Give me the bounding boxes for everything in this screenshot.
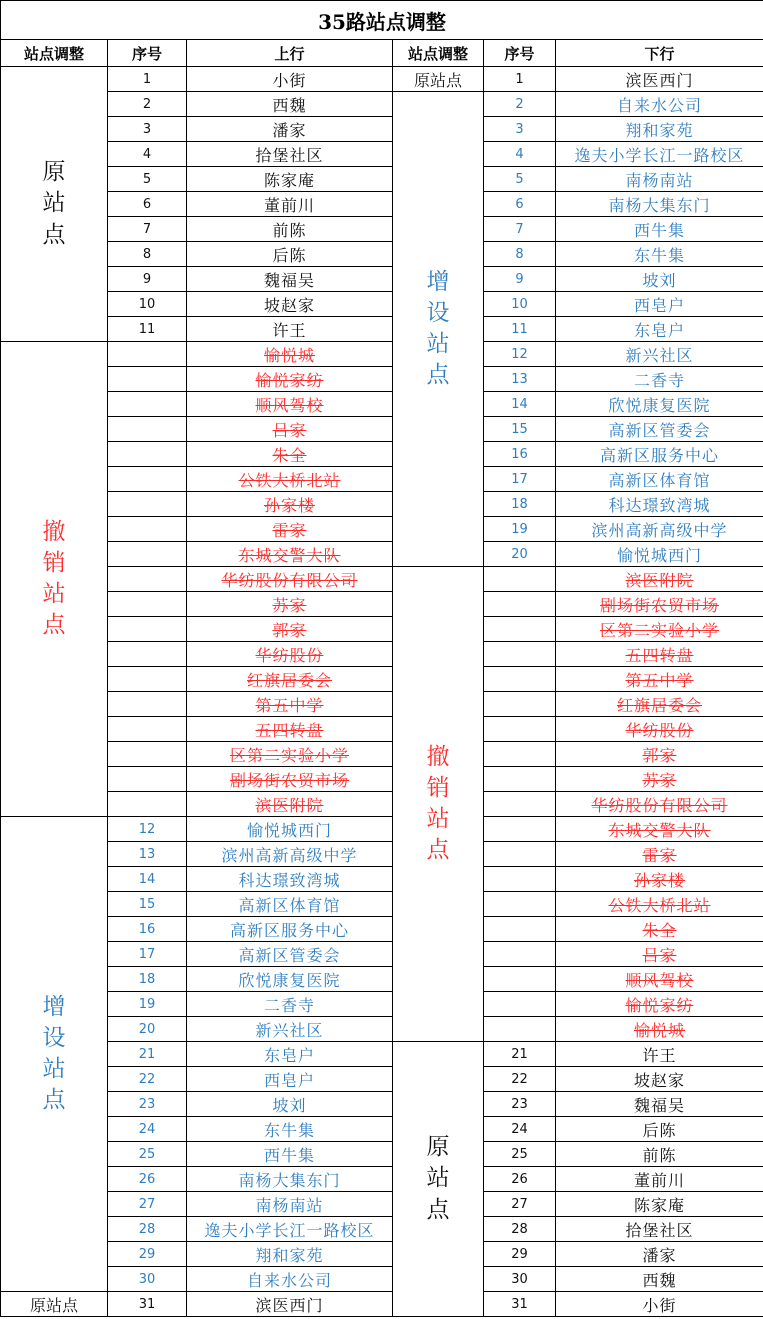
up-seq: 28 xyxy=(108,1217,187,1242)
down-station: 陈家庵 xyxy=(556,1192,763,1217)
up-seq xyxy=(108,517,187,542)
table-row xyxy=(1,367,763,392)
down-seq xyxy=(484,667,556,692)
up-seq: 31 xyxy=(108,1292,187,1317)
up-station: 滨医西门 xyxy=(187,1292,393,1317)
down-station-cancelled: 公铁大桥北站 xyxy=(556,892,763,917)
down-seq: 4 xyxy=(484,142,556,167)
down-station: 潘家 xyxy=(556,1242,763,1267)
up-seq: 17 xyxy=(108,942,187,967)
table-row xyxy=(1,917,763,942)
table-row xyxy=(1,1142,763,1167)
table-row xyxy=(1,467,763,492)
table-row xyxy=(1,1217,763,1242)
up-station: 坡赵家 xyxy=(187,292,393,317)
up-station: 后陈 xyxy=(187,242,393,267)
up-seq: 1 xyxy=(108,67,187,92)
down-station-added: 高新区体育馆 xyxy=(556,467,763,492)
up-seq xyxy=(108,792,187,817)
up-station-added: 坡刘 xyxy=(187,1092,393,1117)
up-station-added: 逸夫小学长江一路校区 xyxy=(187,1217,393,1242)
down-seq: 21 xyxy=(484,1042,556,1067)
table-row xyxy=(1,117,763,142)
down-station-cancelled: 孙家楼 xyxy=(556,867,763,892)
up-seq xyxy=(108,367,187,392)
down-station-added: 高新区服务中心 xyxy=(556,442,763,467)
up-seq xyxy=(108,742,187,767)
up-seq: 20 xyxy=(108,1017,187,1042)
up-station-added: 科达璟致湾城 xyxy=(187,867,393,892)
down-station: 西魏 xyxy=(556,1267,763,1292)
up-seq: 2 xyxy=(108,92,187,117)
up-station-added: 愉悦城西门 xyxy=(187,817,393,842)
up-station: 董前川 xyxy=(187,192,393,217)
table-row xyxy=(1,942,763,967)
down-station-added: 南杨大集东门 xyxy=(556,192,763,217)
down-seq: 16 xyxy=(484,442,556,467)
up-station: 陈家庵 xyxy=(187,167,393,192)
up-station-added: 欣悦康复医院 xyxy=(187,967,393,992)
header-right-adjust: 站点调整 xyxy=(393,40,484,67)
down-station-cancelled: 雷家 xyxy=(556,842,763,867)
down-seq xyxy=(484,692,556,717)
down-station-cancelled: 苏家 xyxy=(556,767,763,792)
up-seq xyxy=(108,567,187,592)
table-row xyxy=(1,517,763,542)
down-station-added: 西皂户 xyxy=(556,292,763,317)
up-seq xyxy=(108,667,187,692)
down-seq: 20 xyxy=(484,542,556,567)
category-down-added: 增设站点 xyxy=(393,92,484,567)
down-station-cancelled: 顺风驾校 xyxy=(556,967,763,992)
down-station: 董前川 xyxy=(556,1167,763,1192)
up-station-cancelled: 苏家 xyxy=(187,592,393,617)
up-seq: 19 xyxy=(108,992,187,1017)
category-down-cancel: 撤销站点 xyxy=(393,567,484,1042)
table-row xyxy=(1,267,763,292)
down-station-cancelled: 红旗居委会 xyxy=(556,692,763,717)
table-row xyxy=(1,717,763,742)
up-station: 小街 xyxy=(187,67,393,92)
down-seq xyxy=(484,892,556,917)
up-station-added: 翔和家苑 xyxy=(187,1242,393,1267)
down-seq: 18 xyxy=(484,492,556,517)
up-seq xyxy=(108,767,187,792)
category-down-original: 原站点 xyxy=(393,1042,484,1317)
down-seq: 28 xyxy=(484,1217,556,1242)
down-seq: 12 xyxy=(484,342,556,367)
down-seq xyxy=(484,992,556,1017)
up-station-cancelled: 愉悦城 xyxy=(187,342,393,367)
table-row xyxy=(1,1017,763,1042)
down-station-added: 东牛集 xyxy=(556,242,763,267)
down-seq xyxy=(484,767,556,792)
table-row xyxy=(1,767,763,792)
up-station-added: 西牛集 xyxy=(187,1142,393,1167)
table-row xyxy=(1,867,763,892)
down-station-added: 翔和家苑 xyxy=(556,117,763,142)
up-station-cancelled: 区第二实验小学 xyxy=(187,742,393,767)
down-seq: 10 xyxy=(484,292,556,317)
up-station-cancelled: 公铁大桥北站 xyxy=(187,467,393,492)
up-station-cancelled: 第五中学 xyxy=(187,692,393,717)
up-seq: 7 xyxy=(108,217,187,242)
up-station-added: 高新区体育馆 xyxy=(187,892,393,917)
up-seq xyxy=(108,392,187,417)
down-seq xyxy=(484,567,556,592)
down-seq: 22 xyxy=(484,1067,556,1092)
down-station-added: 高新区管委会 xyxy=(556,417,763,442)
up-seq: 26 xyxy=(108,1167,187,1192)
down-station-added: 二香寺 xyxy=(556,367,763,392)
table-row xyxy=(1,692,763,717)
up-seq: 25 xyxy=(108,1142,187,1167)
up-seq xyxy=(108,642,187,667)
up-station: 魏福吴 xyxy=(187,267,393,292)
down-station-cancelled: 第五中学 xyxy=(556,667,763,692)
table-row xyxy=(1,642,763,667)
up-seq xyxy=(108,542,187,567)
down-station-added: 南杨南站 xyxy=(556,167,763,192)
table-row xyxy=(1,1117,763,1142)
down-seq: 24 xyxy=(484,1117,556,1142)
up-station-cancelled: 剧场街农贸市场 xyxy=(187,767,393,792)
down-seq: 6 xyxy=(484,192,556,217)
down-station: 拾堡社区 xyxy=(556,1217,763,1242)
down-seq xyxy=(484,917,556,942)
up-station-cancelled: 滨医附院 xyxy=(187,792,393,817)
category-up-original-last: 原站点 xyxy=(1,1292,108,1317)
up-seq: 21 xyxy=(108,1042,187,1067)
down-station: 前陈 xyxy=(556,1142,763,1167)
up-seq xyxy=(108,342,187,367)
up-station-cancelled: 华纺股份有限公司 xyxy=(187,567,393,592)
down-seq: 3 xyxy=(484,117,556,142)
table-row xyxy=(1,542,763,567)
down-station: 许王 xyxy=(556,1042,763,1067)
down-seq xyxy=(484,742,556,767)
up-seq: 27 xyxy=(108,1192,187,1217)
category-down-original-first: 原站点 xyxy=(393,67,484,92)
table-row xyxy=(1,292,763,317)
up-station-cancelled: 华纺股份 xyxy=(187,642,393,667)
table-row xyxy=(1,192,763,217)
up-seq xyxy=(108,467,187,492)
table-row xyxy=(1,1192,763,1217)
down-seq xyxy=(484,617,556,642)
down-seq: 31 xyxy=(484,1292,556,1317)
down-seq: 8 xyxy=(484,242,556,267)
table-row xyxy=(1,167,763,192)
down-station-cancelled: 吕家 xyxy=(556,942,763,967)
up-station-added: 南杨南站 xyxy=(187,1192,393,1217)
table-row xyxy=(1,317,763,342)
up-station-cancelled: 朱全 xyxy=(187,442,393,467)
down-station-cancelled: 朱全 xyxy=(556,917,763,942)
down-station-added: 科达璟致湾城 xyxy=(556,492,763,517)
down-station-added: 滨州高新高级中学 xyxy=(556,517,763,542)
table-row xyxy=(1,67,763,92)
table-row xyxy=(1,967,763,992)
table-body xyxy=(1,67,763,1317)
up-station-cancelled: 孙家楼 xyxy=(187,492,393,517)
up-station-cancelled: 东城交警大队 xyxy=(187,542,393,567)
up-station-added: 新兴社区 xyxy=(187,1017,393,1042)
down-seq xyxy=(484,817,556,842)
table-row xyxy=(1,792,763,817)
down-station-cancelled: 剧场街农贸市场 xyxy=(556,592,763,617)
table-row xyxy=(1,592,763,617)
category-up-original: 原站点 xyxy=(1,67,108,342)
down-station-cancelled: 华纺股份 xyxy=(556,717,763,742)
down-station-added: 东皂户 xyxy=(556,317,763,342)
up-seq: 15 xyxy=(108,892,187,917)
table-row xyxy=(1,992,763,1017)
up-seq xyxy=(108,592,187,617)
table-row xyxy=(1,1167,763,1192)
down-seq: 25 xyxy=(484,1142,556,1167)
table-row xyxy=(1,842,763,867)
up-station-added: 高新区管委会 xyxy=(187,942,393,967)
header-left-seq: 序号 xyxy=(108,40,187,67)
down-station-added: 自来水公司 xyxy=(556,92,763,117)
down-seq: 13 xyxy=(484,367,556,392)
down-station: 坡赵家 xyxy=(556,1067,763,1092)
down-seq xyxy=(484,642,556,667)
down-seq xyxy=(484,792,556,817)
up-station-cancelled: 顺风驾校 xyxy=(187,392,393,417)
down-seq xyxy=(484,942,556,967)
down-seq xyxy=(484,842,556,867)
down-station-added: 愉悦城西门 xyxy=(556,542,763,567)
down-station-added: 欣悦康复医院 xyxy=(556,392,763,417)
table-row xyxy=(1,417,763,442)
table-row xyxy=(1,817,763,842)
down-seq xyxy=(484,967,556,992)
up-station: 前陈 xyxy=(187,217,393,242)
up-seq: 29 xyxy=(108,1242,187,1267)
down-seq: 29 xyxy=(484,1242,556,1267)
down-seq: 11 xyxy=(484,317,556,342)
down-seq: 2 xyxy=(484,92,556,117)
down-seq: 15 xyxy=(484,417,556,442)
up-seq: 6 xyxy=(108,192,187,217)
table-row xyxy=(1,142,763,167)
up-station-added: 高新区服务中心 xyxy=(187,917,393,942)
down-station-cancelled: 愉悦城 xyxy=(556,1017,763,1042)
down-seq: 14 xyxy=(484,392,556,417)
down-seq xyxy=(484,717,556,742)
down-station: 滨医西门 xyxy=(556,67,763,92)
down-station-added: 坡刘 xyxy=(556,267,763,292)
up-seq: 13 xyxy=(108,842,187,867)
table-row xyxy=(1,892,763,917)
table-row xyxy=(1,567,763,592)
up-station: 潘家 xyxy=(187,117,393,142)
up-station-cancelled: 五四转盘 xyxy=(187,717,393,742)
up-station-cancelled: 雷家 xyxy=(187,517,393,542)
table-row xyxy=(1,217,763,242)
down-station: 后陈 xyxy=(556,1117,763,1142)
page-title: 35路站点调整 xyxy=(1,1,763,40)
up-seq: 14 xyxy=(108,867,187,892)
up-station-added: 滨州高新高级中学 xyxy=(187,842,393,867)
table-row xyxy=(1,242,763,267)
down-station-added: 逸夫小学长江一路校区 xyxy=(556,142,763,167)
down-seq: 30 xyxy=(484,1267,556,1292)
up-station-added: 西皂户 xyxy=(187,1067,393,1092)
up-station-cancelled: 红旗居委会 xyxy=(187,667,393,692)
down-seq: 9 xyxy=(484,267,556,292)
up-station: 西魏 xyxy=(187,92,393,117)
up-seq: 24 xyxy=(108,1117,187,1142)
up-seq: 16 xyxy=(108,917,187,942)
up-seq: 30 xyxy=(108,1267,187,1292)
table-row xyxy=(1,392,763,417)
up-seq: 10 xyxy=(108,292,187,317)
up-seq: 8 xyxy=(108,242,187,267)
down-station-cancelled: 郭家 xyxy=(556,742,763,767)
down-station: 小街 xyxy=(556,1292,763,1317)
up-seq: 18 xyxy=(108,967,187,992)
table-row xyxy=(1,1292,763,1317)
up-seq xyxy=(108,492,187,517)
down-seq: 23 xyxy=(484,1092,556,1117)
table-row xyxy=(1,742,763,767)
header-down: 下行 xyxy=(556,40,763,67)
up-seq xyxy=(108,717,187,742)
up-station-cancelled: 愉悦家纺 xyxy=(187,367,393,392)
up-station-added: 自来水公司 xyxy=(187,1267,393,1292)
down-seq xyxy=(484,867,556,892)
down-seq: 27 xyxy=(484,1192,556,1217)
up-station-added: 东皂户 xyxy=(187,1042,393,1067)
down-seq: 5 xyxy=(484,167,556,192)
down-seq: 7 xyxy=(484,217,556,242)
down-seq: 26 xyxy=(484,1167,556,1192)
up-seq xyxy=(108,617,187,642)
table-row xyxy=(1,617,763,642)
up-station-cancelled: 郭家 xyxy=(187,617,393,642)
up-seq: 5 xyxy=(108,167,187,192)
table-row xyxy=(1,1042,763,1067)
down-station-cancelled: 区第二实验小学 xyxy=(556,617,763,642)
down-seq: 17 xyxy=(484,467,556,492)
table-row xyxy=(1,1092,763,1117)
up-seq: 22 xyxy=(108,1067,187,1092)
header-right-seq: 序号 xyxy=(484,40,556,67)
down-station-cancelled: 愉悦家纺 xyxy=(556,992,763,1017)
up-station-added: 二香寺 xyxy=(187,992,393,1017)
down-station-added: 新兴社区 xyxy=(556,342,763,367)
up-station-added: 东牛集 xyxy=(187,1117,393,1142)
down-seq: 19 xyxy=(484,517,556,542)
up-seq xyxy=(108,442,187,467)
down-station: 魏福吴 xyxy=(556,1092,763,1117)
up-seq xyxy=(108,692,187,717)
up-station: 许王 xyxy=(187,317,393,342)
down-station-cancelled: 滨医附院 xyxy=(556,567,763,592)
table-row xyxy=(1,667,763,692)
down-seq: 1 xyxy=(484,67,556,92)
category-up-cancel: 撤销站点 xyxy=(1,342,108,817)
up-seq: 3 xyxy=(108,117,187,142)
up-station-cancelled: 吕家 xyxy=(187,417,393,442)
table-row xyxy=(1,1267,763,1292)
header-up: 上行 xyxy=(187,40,393,67)
down-station-cancelled: 华纺股份有限公司 xyxy=(556,792,763,817)
down-seq xyxy=(484,1017,556,1042)
table-row xyxy=(1,1067,763,1092)
down-station-added: 西牛集 xyxy=(556,217,763,242)
up-seq: 23 xyxy=(108,1092,187,1117)
up-seq: 4 xyxy=(108,142,187,167)
up-seq: 9 xyxy=(108,267,187,292)
up-seq xyxy=(108,417,187,442)
table-row xyxy=(1,342,763,367)
up-station-added: 南杨大集东门 xyxy=(187,1167,393,1192)
header-left-adjust: 站点调整 xyxy=(1,40,108,67)
table-row xyxy=(1,92,763,117)
down-station-cancelled: 五四转盘 xyxy=(556,642,763,667)
up-seq: 11 xyxy=(108,317,187,342)
table-row xyxy=(1,442,763,467)
table-row xyxy=(1,1242,763,1267)
down-station-cancelled: 东城交警大队 xyxy=(556,817,763,842)
up-seq: 12 xyxy=(108,817,187,842)
up-station: 拾堡社区 xyxy=(187,142,393,167)
table-row xyxy=(1,492,763,517)
down-seq xyxy=(484,592,556,617)
category-up-added: 增设站点 xyxy=(1,817,108,1292)
